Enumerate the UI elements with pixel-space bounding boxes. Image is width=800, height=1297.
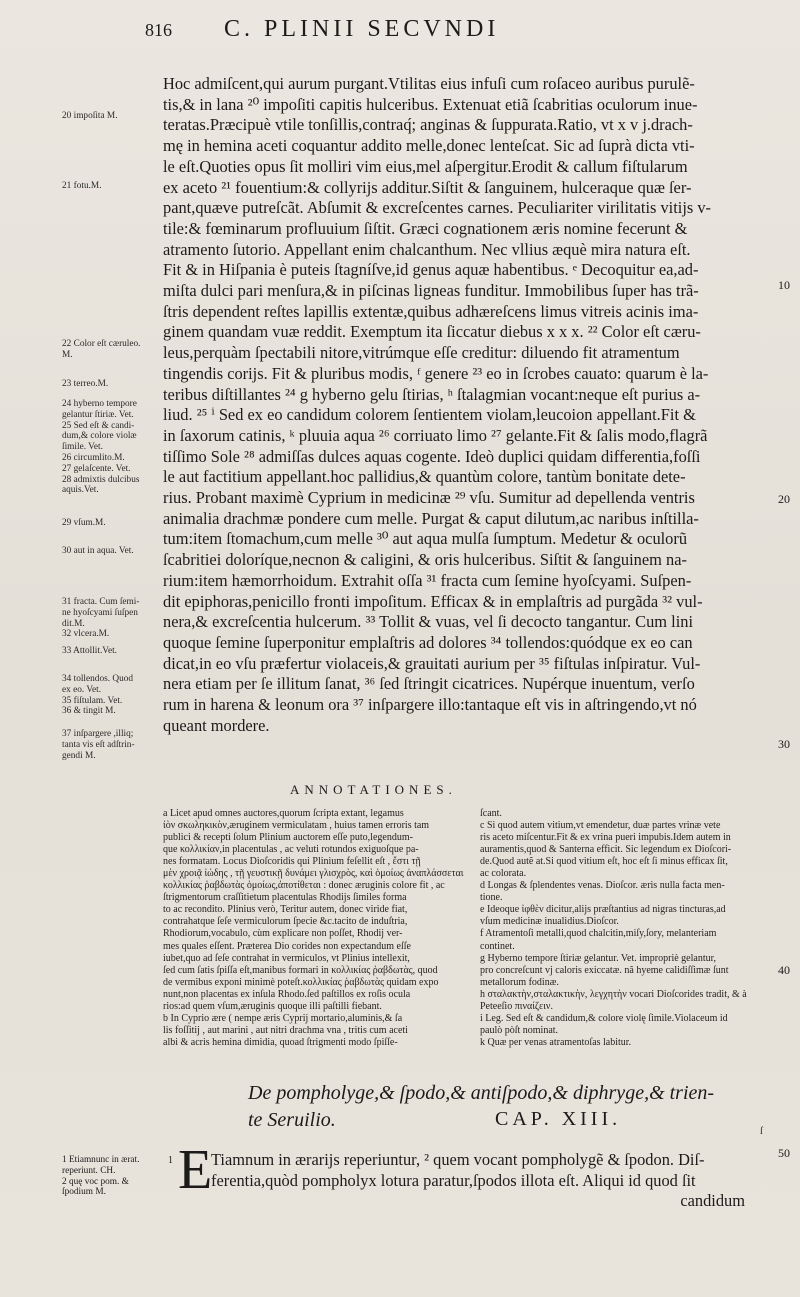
margin-note-line: reperiunt. CH. — [62, 1165, 116, 1176]
annotation-line: ac colorata. — [480, 868, 527, 880]
annotation-line: nunt,non placentas ex inſula Rhodo.ſed paſtillos ex roſis ocula — [163, 988, 411, 1000]
annotation-line: Rhodiorum,vocabulo, cùm explicare non poſſet, Rhodij ver- — [163, 928, 403, 940]
margin-note-line: 26 circumlito.M. — [62, 452, 125, 463]
annotation-line: pro concreſcunt vj caloris exiccatæ. nã hyeme calidiſſimæ ſunt — [480, 964, 729, 976]
annotation-line: paulò pòſt nominat. — [480, 1024, 559, 1036]
text-line: liud. ²⁵ ⁱ Sed ex eo candidum colorem ſentientem violam,leucoion appellant.Fit & — [163, 405, 696, 425]
text-line: le aut factitium appellant.hoc pallidius,& quantùm colore, tantùm bonitate dete- — [163, 467, 686, 487]
drop-cap: E — [178, 1139, 213, 1201]
margin-note-line: 2 quę voc pom. & — [62, 1176, 129, 1187]
text-line: Fit & in Hiſpania è puteis ſtagníſve,id genus aquæ habentibus. ᵉ Decoquitur ea,ad- — [163, 260, 699, 280]
text-line: atramento ſutorio. Appellant enim chalcanthum. Nec vllius æquè mira natura eſt. — [163, 239, 691, 259]
annotation-line: nes formatam. Locus Dioſcoridis qui Plinium feſellit eſt , ἔστι τῇ — [163, 856, 421, 868]
annotations-column-right — [480, 808, 775, 1049]
annotation-line: b In Cyprio ære ( nempe æris Cyprij mortario,aluminis,& ſa — [163, 1012, 403, 1024]
margin-note — [62, 181, 162, 192]
margin-note-line: M. — [62, 349, 73, 360]
text-line: tile:& fœminarum profluuium ſiſtit. Græci cognationem æris nomine fecerunt & — [163, 218, 688, 238]
annotation-line: g Hyberno tempore ſtiriæ gelantur. Vet. impropriè gelantur, — [480, 952, 717, 964]
text-line: teratas.Præcipuè vtile tonſillis,contraq́; anginas & ſuppurata.Ratio, vt x v j.drach- — [163, 115, 693, 135]
annotation-line: ris aceto miſcentur.Fit & ex vrina pueri impubis.Idem autem in — [480, 832, 731, 844]
text-line: leus,perquàm ſpectabili nitore,vitrúmque eſſe creditur: diluendo fit atramentum — [163, 343, 680, 363]
annotation-line: tione. — [480, 892, 503, 904]
corner-mark: ſ — [760, 1126, 763, 1137]
page-number: 816 — [145, 20, 172, 40]
text-line: queant mordere. — [163, 715, 270, 735]
margin-note — [62, 546, 162, 557]
annotation-line: e Ideoque ἰφθὲν dicitur,alijs præſtantius ad nigras tincturas,ad — [480, 904, 726, 916]
margin-note — [62, 111, 162, 122]
annotation-line: vſum medicinæ inualidius.Dioſcor. — [480, 916, 619, 928]
margin-note-line: 35 fiſtulam. Vet. — [62, 695, 123, 706]
text-line: ſtris dependent reſtes lapillis extentæ,quibus adhæreſcens limus vitreis acinis ima- — [163, 301, 699, 321]
annotation-line: μὲν χροιᾷ ἰώδης , τῇ γευστικῇ δυνάμει γλισχρὸς, καὶ ὁμοίως ἀναπλάσσεται — [163, 868, 464, 880]
annotation-line: κολλικίας ῥαβδωτὰς ὁμοίως,ἀποτίθεται : donec æruginis colore fit , ac — [163, 880, 445, 892]
margin-note-line: ex eo. Vet. — [62, 684, 102, 695]
chapter-title — [248, 1080, 714, 1134]
margin-note-line: 32 vlcera.M. — [62, 629, 110, 640]
annotation-line: rios:ad quem vſum,æruginis quoque illi paſtilli fiebant. — [163, 1000, 382, 1012]
annotation-line: c Si quod autem vitium,vt emendetur, duæ partes vrinæ vete — [480, 820, 721, 832]
text-line: le eſt.Quoties opus ſit molliri vim eius,mel aſpergitur.Erodit & callum fiſtularum — [163, 156, 688, 176]
chapter-label: CAP. XIII. — [495, 1108, 622, 1130]
margin-note-line: ſimile. Vet. — [62, 442, 103, 453]
annotation-line: h σταλακτὴν,σταλακτικὴν, λεγχητὴν vocari Dioſcorides tradit, & à — [480, 988, 747, 1000]
margin-note — [62, 597, 162, 640]
annotation-line: ſed cum ſatis ſpiſſa eſt,manibus formari in κολλικίας ῥαβδωτὰς, quod — [163, 964, 438, 976]
margin-note-line: 33 Attollit.Vet. — [62, 646, 118, 656]
annotation-line: iubet,quo ad ſeſe contrahat in vermiculos, vt Plinius intellexit, — [163, 952, 410, 964]
annotation-line: ſcant. — [480, 808, 502, 819]
annotation-line: publici & recepti ſolum Plinium auctorem eſſe puto,legendum- — [163, 832, 413, 844]
text-line: nera etiam per ſe illitum ſanat, ³⁶ ſed ſtringit cicatrices. Nupérque inuentum, verſo — [163, 674, 695, 694]
annotation-line: ἰὸν σκωληκικὸν,æruginem vermiculatam , huius tamen erroris tam — [163, 820, 430, 832]
margin-note-line: dit.M. — [62, 618, 85, 629]
text-line: ginem quandam vuæ reddit. Exemptum ita ſiccatur diebus x x x. ²² Color eſt cæru- — [163, 322, 701, 342]
catchword: candidum — [680, 1191, 745, 1211]
annotation-line: a Licet apud omnes auctores,quorum ſcripta extant, legamus — [163, 808, 404, 819]
annotation-line: mes quales eſſent. Præterea Dio corides non expectandum eſſe — [163, 940, 411, 952]
text-line: tingendis corijs. Fit & pluribus modis, ᶠ genere ²³ eo in ſcrobes cauato: quarum è la- — [163, 363, 709, 383]
margin-note-line: 28 admixtis dulcibus — [62, 474, 140, 485]
margin-note-line: 22 Color eſt cæruleo. — [62, 339, 141, 349]
annotation-line: ſtrigmentorum craſſitietum placentulas Rhodijs ſimiles forma — [163, 892, 407, 904]
margin-note — [62, 674, 162, 717]
text-line: pant,quæve putreſcãt. Abſumit & excreſcentes carnes. Peculiariter virilitatis vitijs v- — [163, 198, 712, 218]
line-number: 30 — [778, 737, 790, 751]
text-line: ferentia,quòd pompholyx lotura paratur,ſpodos illota eſt. Aliqui id quod ſit — [211, 1170, 696, 1190]
annotation-line: f Atramentoſi metalli,quod chalcitin,miſy,ſory, melanteriam — [480, 928, 717, 940]
text-line: mę in hemina aceti coquantur addito melle,donec lenteſcat. Sic ad ſuprà dicta vti- — [163, 136, 695, 156]
annotation-line: contrahatque ſeſe vermiculorum ſpecie &c.tacito de induſtria, — [163, 916, 408, 928]
margin-note-line: 20 impoſita M. — [62, 111, 118, 121]
margin-note-line: dum,& colore violæ — [62, 431, 137, 442]
margin-note-line: aquis.Vet. — [62, 485, 99, 496]
text-line: in ſaxorum catinis, ᵏ pluuia aqua ²⁶ corriuato limo ²⁷ gelante.Fit & ſalis modo,flagrã — [163, 425, 708, 445]
text-line: rum in harena & leonum ora ³⁷ inſpargere illo:tantaque eſt vis in aſtringendo,vt nó — [163, 695, 697, 715]
margin-note-line: 30 aut in aqua. Vet. — [62, 546, 134, 556]
annotation-line: k Quæ per venas atramentoſas labitur. — [480, 1036, 632, 1048]
text-line: rium:item hæmorrhoidum. Extrahit oſſa ³¹ fracta cum ſemine hyoſcyami. Suſpen- — [163, 570, 692, 590]
annotations-title: ANNOTATIONES. — [290, 782, 457, 797]
annotation-line: to ac recondito. Plinius verò, Teritur autem, donec viride fiat, — [163, 904, 408, 916]
annotation-line: continet. — [480, 940, 515, 952]
margin-note — [62, 518, 162, 529]
chapter-title-line: De pompholyge,& ſpodo,& antiſpodo,& diphryge,& trien- — [248, 1082, 715, 1104]
margin-note-line: 21 fotu.M. — [62, 181, 102, 191]
annotation-line: de vermibus exponi minimè poteſt.κολλικίας ῥαβδωτὰς quidam expo — [163, 976, 439, 988]
annotation-line: lis foſſitij , aut marini , aut nitri drachma vna , tritis cum aceti — [163, 1024, 408, 1036]
margin-note — [62, 399, 162, 496]
margin-note-line: 23 terreo.M. — [62, 379, 109, 389]
margin-note-line: 34 tollendos. Quod — [62, 674, 134, 684]
margin-note-line: tanta vis eſt adſtrin- — [62, 739, 135, 750]
text-line: Hoc admiſcent,qui aurum purgant.Vtilitas eius infuſi cum roſaceo auribus purulẽ- — [163, 74, 695, 93]
text-line: ex aceto ²¹ fouentium:& collyrijs additur.Siſtit & ſanguinem, hulceraque quæ ſer- — [163, 177, 692, 197]
margin-note-line: gelantur ſtiriæ. Vet. — [62, 409, 134, 420]
text-line: rius. Probant maximè Cyprium in medicinæ ²⁹ vſu. Sumitur ad depellenda ventris — [163, 488, 695, 508]
annotations-column-left — [163, 808, 468, 1049]
text-line: quoque ſemine ſuperponitur emplaſtris ad dolores ³⁴ tollendos:quódque ex eo can — [163, 632, 693, 652]
line-number: 50 — [778, 1146, 790, 1160]
annotation-line: i Leg. Sed eſt & candidum,& colore violę ſimile.Violaceum id — [480, 1012, 728, 1024]
bottom-margin-notes — [62, 1155, 139, 1198]
margin-note — [62, 646, 162, 657]
margin-note-line: gendi M. — [62, 750, 96, 761]
margin-note-line: 29 vſum.M. — [62, 518, 106, 528]
margin-note-line: 37 inſpargere ,illiq; — [62, 729, 134, 739]
text-line: ſcabritiei doloríque,necnon & caligini, & oris hulceribus. Siſtit & ſanguinem na- — [163, 550, 687, 570]
text-line: dit epiphoras,penicillo fronti impoſitum. Efficax & in emplaſtris ad purgãda ³² vul- — [163, 591, 703, 611]
line-number: 10 — [778, 278, 790, 292]
annotation-line: que κολλικίαν,in placentulas , ac veluti rotundos exiguoſque pa- — [163, 844, 419, 856]
margin-note-line: ne hyoſcyami ſuſpen — [62, 607, 138, 618]
margin-note-line: 25 Sed eſt & candi- — [62, 420, 135, 431]
margin-note-line: 27 gelaſcente. Vet. — [62, 463, 131, 474]
margin-note-line: 31 fracta. Cum ſemi- — [62, 597, 140, 607]
line-number: 40 — [778, 963, 790, 977]
annotation-line: albi & acris hemina dimidia, quoad ſtrigmenti modo ſpiſſe- — [163, 1036, 398, 1048]
section-marker: 1 — [168, 1155, 173, 1166]
text-line: Tiamnum in ærarijs reperiuntur, ² quem vocant pompholygẽ & ſpodon. Diſ- — [211, 1150, 705, 1169]
text-line: dicat,in eo vſu præfertur violaceis,& grauitati aurium per ³⁵ fiſtulas inſpiratur. Vul- — [163, 653, 701, 673]
margin-note — [62, 729, 162, 761]
margin-note-line: 24 hyberno tempore — [62, 399, 137, 409]
margin-note-line: 36 & tingit M. — [62, 706, 116, 717]
margin-note-line: ſpodium M. — [62, 1187, 106, 1198]
annotation-line: auramentis,quod & Santerna efficit. Sic legendum ex Dioſcori- — [480, 844, 732, 856]
annotation-line: metallorum fodinæ. — [480, 976, 559, 988]
annotation-line: d Longas & ſplendentes venas. Dioſcor. æris nulla facta men- — [480, 880, 725, 892]
text-line: tum:item ſtomachum,cum melle ³⁰ aut aqua mulſa ſumptum. Medetur & oculorũ — [163, 529, 688, 549]
margin-note — [62, 379, 162, 390]
annotation-line: de.Quod autẽ at.Si quod vitium eſt, hoc eſt ſi minus efficax ſit, — [480, 856, 728, 868]
text-line: miſta dulci pari menſura,& in piſcinas ligneas funditur. Immobilibus ſuper has trã- — [163, 281, 699, 301]
text-line: tis,& in lana ²⁰ impoſiti capitis hulceribus. Extenuat etiã ſcabritias oculorum inue- — [163, 94, 698, 114]
text-line: nera,& excreſcentia hulcerum. ³³ Tollit & vuas, vel ſi decocto tangantur. Cum lini — [163, 612, 693, 632]
running-head: C. PLINII SECVNDI — [224, 16, 500, 42]
chapter-title-line: te Seruilio. — [248, 1109, 336, 1131]
chapter-text-block — [163, 1150, 745, 1212]
main-text-block — [163, 74, 745, 737]
line-number: 20 — [778, 492, 790, 506]
text-line: teribus diſtillantes ²⁴ g hyberno gelu ſtirias, ʰ ſtalagmian vocant:neque eſt purius a- — [163, 384, 701, 404]
margin-note-line: 1 Etiamnunc in ærat. — [62, 1155, 140, 1165]
annotation-line: Peteeſio πιναίζειν. — [480, 1000, 553, 1012]
text-line: animalia drachmæ pondere cum melle. Purgat & caput dilutum,ac naribus inſtilla- — [163, 508, 699, 528]
text-line: tiſſimo Sole ²⁸ admiſſas dulces aquas cogente. Ideò duplici quidam differentia,foſſi — [163, 446, 701, 466]
margin-note — [62, 339, 162, 361]
